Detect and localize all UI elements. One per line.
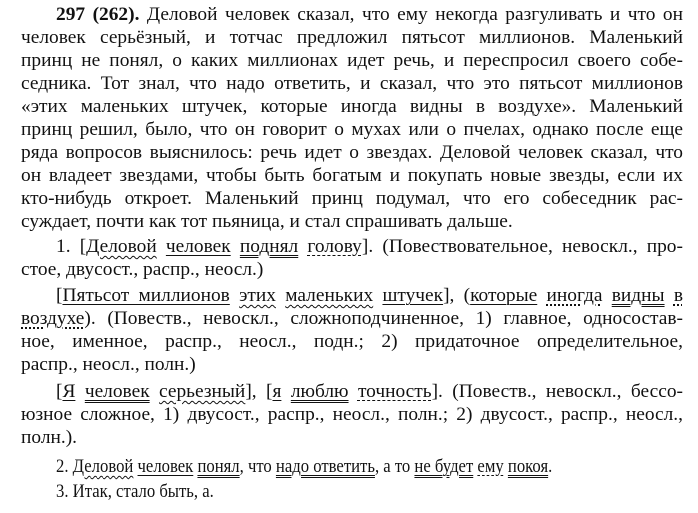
exercise-line-7: ряда вопросов выяснилось: речь идет о звездах. Деловой человек сказал, что — [21, 142, 683, 163]
attribute-word: Деловой — [86, 236, 157, 257]
exercise-line-4: седника. Тот знал, что надо ответить, и сказал, что это пятьсот миллионов — [21, 73, 683, 94]
subject-word: человек — [137, 456, 194, 477]
adverbial-word: в — [673, 285, 683, 306]
object-word: голову — [307, 236, 362, 257]
subject-word: штучек — [382, 285, 444, 306]
subject-word: Пятьсот миллионов — [62, 285, 230, 306]
predicate-word: не будет — [414, 456, 474, 477]
answer-1b-line-4: распр., неосл., полн.) — [21, 354, 196, 375]
answer-3-line: 3. Итак, стало быть, а. — [56, 481, 214, 502]
exercise-line-10: суждает, почти как тот пьяница, и стал спрашивать дальше. — [21, 211, 513, 232]
predicate-word: надо ответить — [275, 456, 375, 477]
exercise-line-6: принц решил, было, что он говорит о мухах или о пчелах, однако после еще — [21, 119, 683, 140]
answer-1c-line-3: полн.). — [21, 427, 78, 448]
exercise-line-3: принц не понял, о каких миллионах идет речь, и переспросил своего собе- — [21, 50, 683, 71]
adverbial-word: иногда — [546, 285, 603, 306]
attribute-word: маленьких — [285, 285, 374, 306]
answer-1b-line-1: [Пятьсот миллионов этих маленьких штучек], (которые иногда видны в — [56, 285, 683, 306]
answer-1-line-2: стое, двусост., распр., неосл.) — [21, 259, 264, 280]
exercise-line-2: человек серьёзный, и тотчас предложил пятьсот миллионов. Маленький — [21, 27, 683, 48]
exercise-line-8: он владеет звездами, чтобы быть богатым и покупать новые звезды, если их — [21, 165, 683, 186]
exercise-line-9: кто-нибудь откроет. Маленький принц подумал, что его собеседник рас- — [21, 188, 683, 209]
object-word: ему — [477, 456, 504, 477]
answer-1b-line-3: ное, именное, распр., неосл., подн.; 2) придаточное определительное, — [21, 331, 683, 352]
answer-1c-line-2: юзное сложное, 1) двусост., распр., неосл., полн.; 2) двусост., распр., неосл., — [21, 404, 683, 425]
attribute-word: Деловой — [72, 456, 134, 477]
attribute-word: серьезный — [159, 381, 246, 402]
predicate-word: люблю — [290, 381, 349, 402]
subject-word: я — [272, 381, 282, 402]
predicate-word: видны — [611, 285, 665, 306]
subject-word: человек — [165, 236, 231, 257]
subject-word: которые — [470, 285, 538, 306]
adverbial-word: воздухе — [21, 308, 85, 329]
answer-1-line-1: 1. [Деловой человек поднял голову]. (Повествовательное, невоскл., про- — [56, 236, 683, 257]
exercise-number: 297 (262). — [56, 4, 140, 25]
exercise-line-1: 297 (262). Деловой человек сказал, что ему некогда разгуливать и что он — [56, 4, 683, 25]
predicate-word: покоя — [507, 456, 549, 477]
exercise-line-5: «этих маленьких штучек, которые иногда видны в воздухе». Маленький — [21, 96, 683, 117]
predicate-word: поднял — [239, 236, 299, 257]
object-word: точность — [357, 381, 432, 402]
predicate-word: человек — [84, 381, 150, 402]
answer-1c-line-1: [Я человек серьезный], [я люблю точность]. (Повеств., невоскл., бессо- — [56, 381, 683, 402]
answer-2-line: 2. Деловой человек понял, что надо ответить, а то не будет ему покоя. — [56, 456, 553, 477]
subject-word: Я — [62, 381, 76, 402]
answer-1b-line-2: воздухе). (Повеств., невоскл., сложноподчиненное, 1) главное, односостав- — [21, 308, 683, 329]
attribute-word: этих — [239, 285, 276, 306]
predicate-word: понял — [197, 456, 240, 477]
